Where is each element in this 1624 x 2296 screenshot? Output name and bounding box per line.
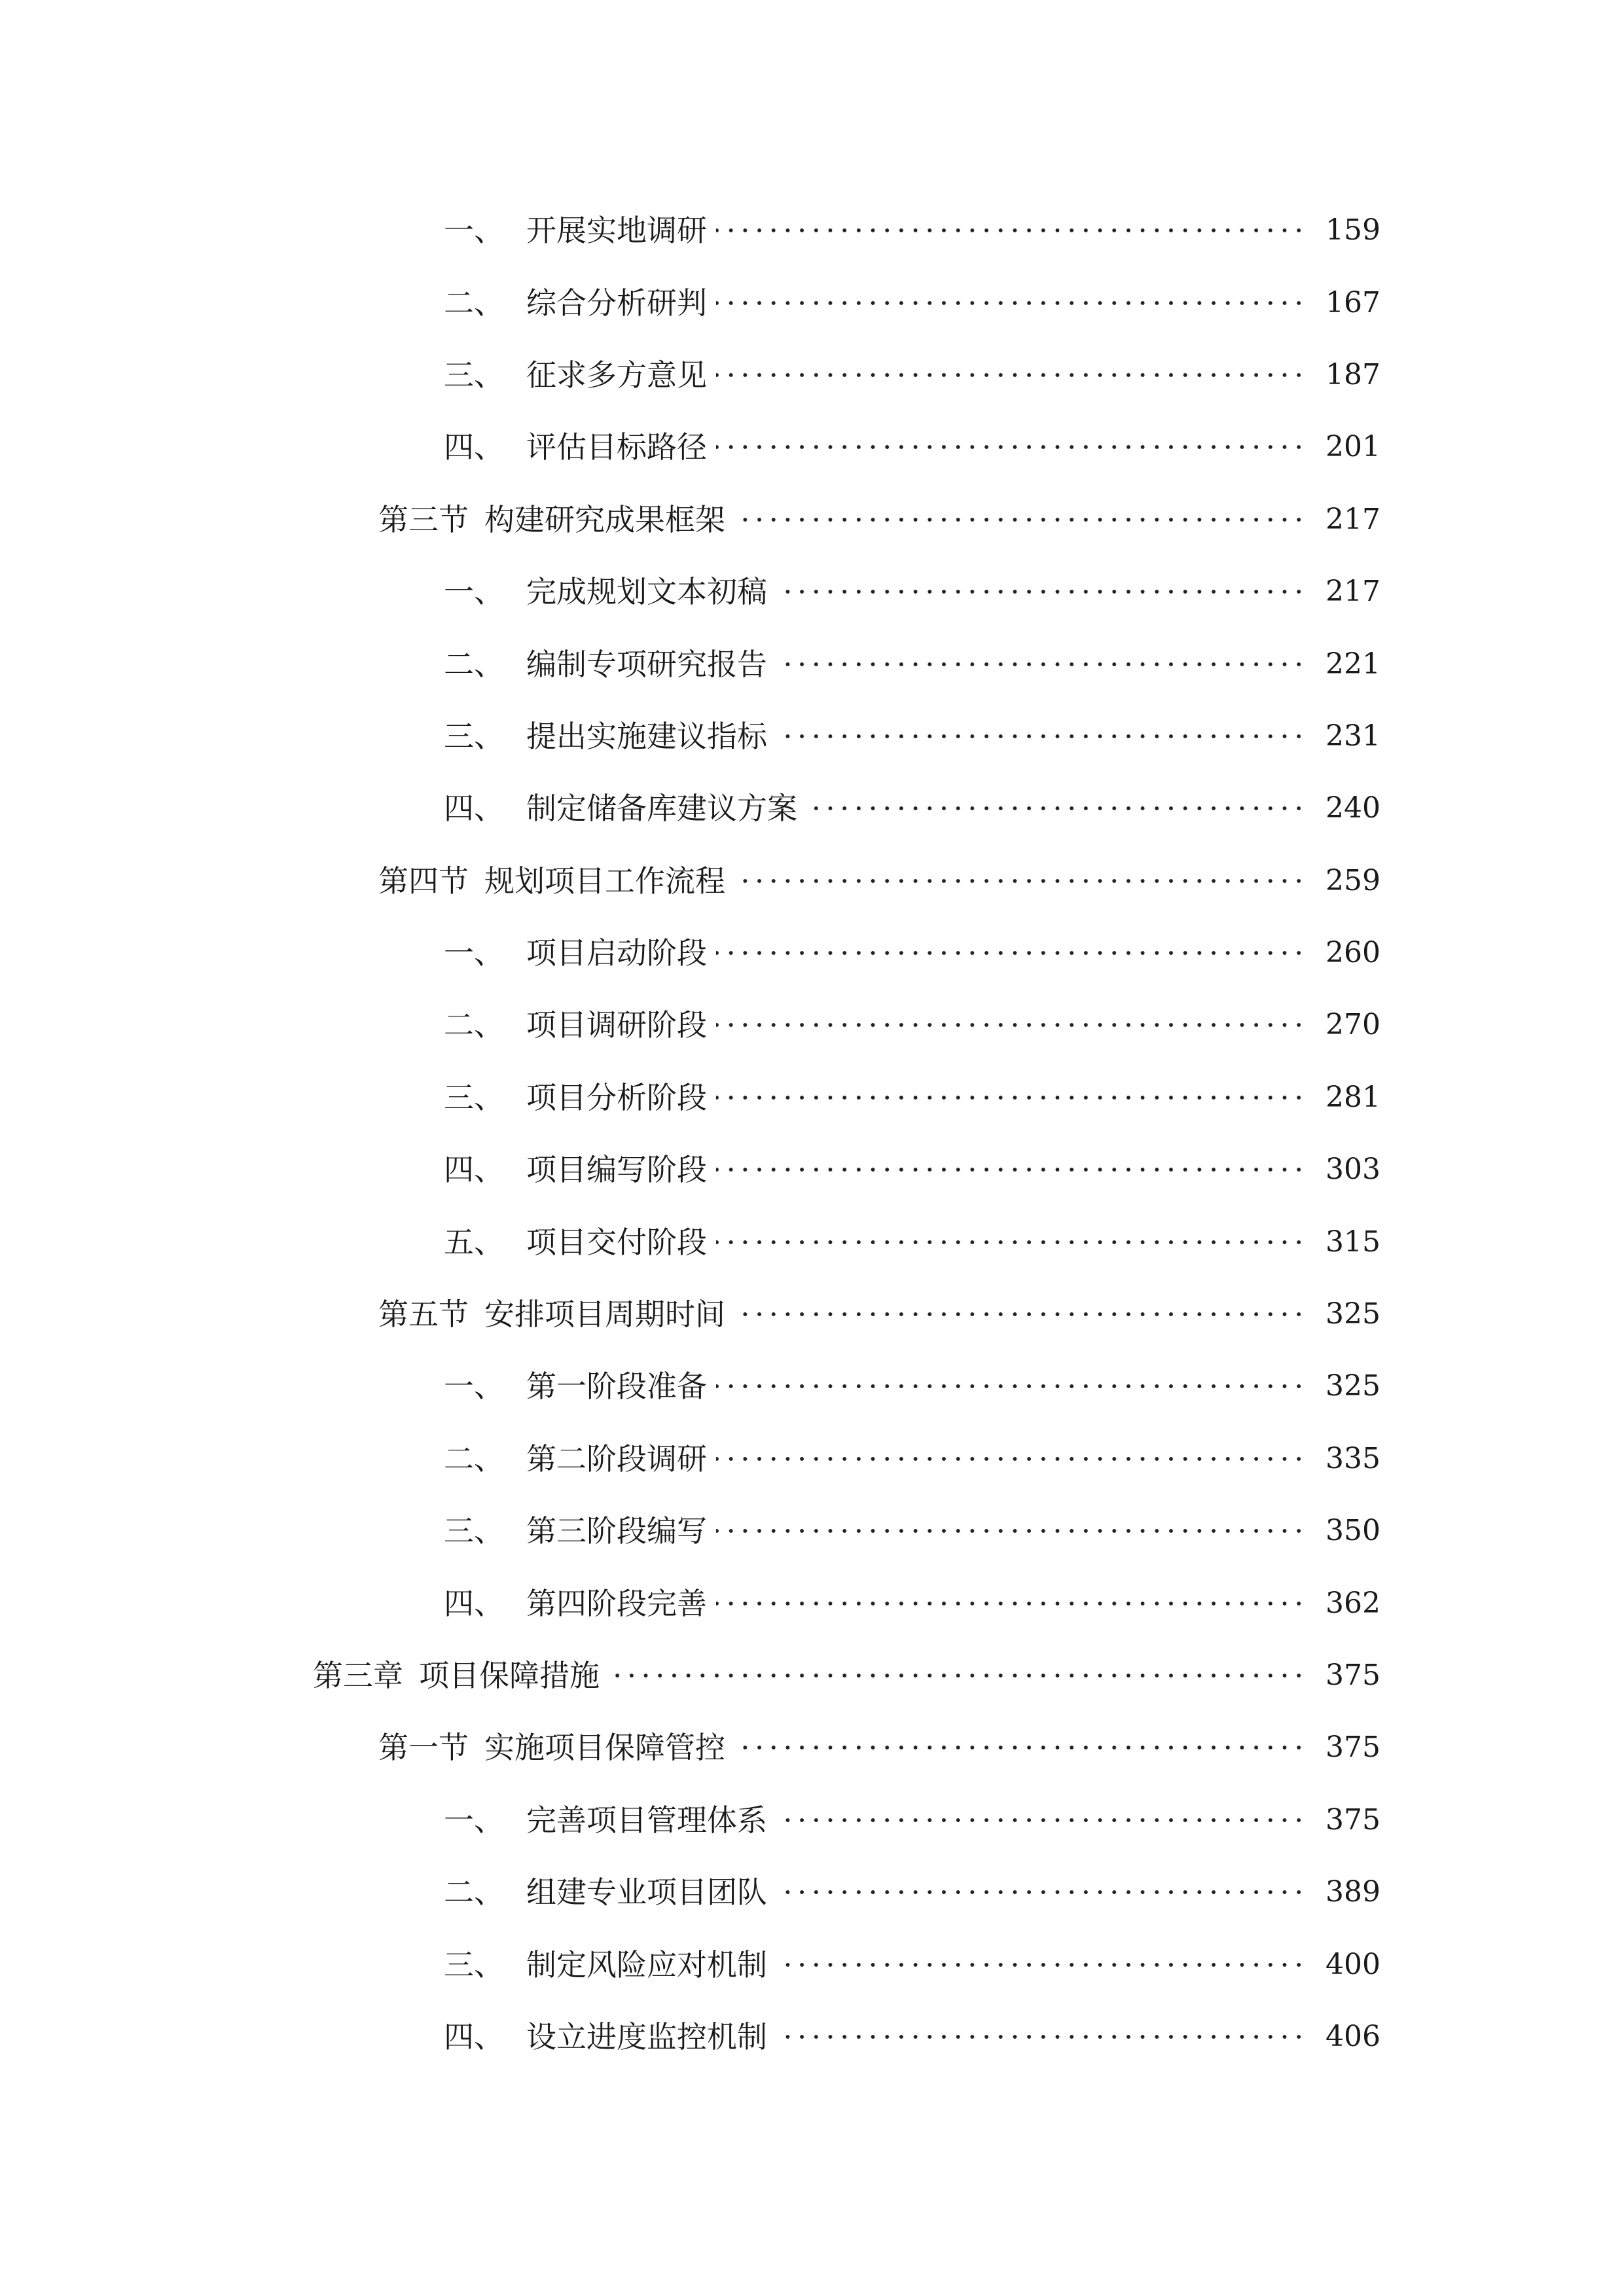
dot-leader xyxy=(776,662,1306,667)
toc-entry-label xyxy=(444,213,707,249)
toc-entry-title: 项目保障措施 xyxy=(419,1658,600,1693)
dot-leader xyxy=(776,2034,1306,2039)
toc-entry-page: 260 xyxy=(1326,936,1380,970)
dot-leader xyxy=(776,1890,1306,1895)
dot-leader xyxy=(716,1167,1306,1172)
toc-entry-25[interactable] xyxy=(0,1928,1624,2000)
toc-entry-page: 335 xyxy=(1326,1441,1380,1475)
toc-entry-label xyxy=(444,1946,767,1982)
toc-entry-title: 设立进度监控机制 xyxy=(526,2018,767,2054)
toc-entry-title: 构建研究成果框架 xyxy=(484,501,725,537)
toc-entry-1[interactable] xyxy=(0,194,1624,266)
toc-entry-15[interactable] xyxy=(0,1206,1624,1278)
toc-entry-title: 制定风险应对机制 xyxy=(526,1946,767,1982)
toc-entry-number: 二、 xyxy=(444,1441,504,1477)
toc-entry-title: 第二阶段调研 xyxy=(526,1441,707,1477)
toc-entry-page: 259 xyxy=(1326,863,1380,897)
toc-entry-page: 270 xyxy=(1326,1008,1380,1042)
dot-leader xyxy=(716,300,1306,306)
toc-entry-19[interactable] xyxy=(0,1495,1624,1567)
toc-entry-number: 二、 xyxy=(444,1007,504,1043)
toc-entry-title: 评估目标路径 xyxy=(526,429,707,465)
toc-entry-number: 第三章 xyxy=(313,1658,403,1693)
toc-entry-number: 一、 xyxy=(444,1802,504,1838)
toc-entry-9[interactable] xyxy=(0,772,1624,844)
dot-leader xyxy=(716,444,1306,450)
toc-entry-page: 167 xyxy=(1326,285,1380,319)
toc-entry-label xyxy=(444,574,767,610)
toc-entry-number: 第三节 xyxy=(378,501,469,537)
dot-leader xyxy=(716,1456,1306,1462)
toc-entry-label xyxy=(444,791,797,827)
toc-entry-title: 项目分析阶段 xyxy=(526,1079,707,1115)
toc-entry-number: 一、 xyxy=(444,935,504,971)
dot-leader xyxy=(716,1240,1306,1245)
toc-entry-page: 221 xyxy=(1326,647,1380,681)
toc-entry-number: 第五节 xyxy=(378,1297,469,1333)
toc-entry-title: 组建专业项目团队 xyxy=(526,1874,767,1910)
toc-entry-16[interactable] xyxy=(0,1278,1624,1350)
toc-entry-22[interactable] xyxy=(0,1712,1624,1784)
toc-entry-page: 375 xyxy=(1326,1803,1380,1837)
toc-entry-number: 二、 xyxy=(444,1874,504,1910)
toc-entry-number: 一、 xyxy=(444,574,504,610)
toc-entry-label xyxy=(444,646,767,682)
dot-leader xyxy=(716,950,1306,956)
toc-entry-label xyxy=(378,501,725,537)
dot-leader xyxy=(609,1673,1306,1678)
toc-entry-20[interactable] xyxy=(0,1567,1624,1639)
toc-entry-number: 一、 xyxy=(444,213,504,249)
toc-entry-page: 187 xyxy=(1326,357,1380,391)
toc-entry-page: 350 xyxy=(1326,1514,1380,1548)
toc-entry-title: 编制专项研究报告 xyxy=(526,646,767,682)
toc-entry-3[interactable] xyxy=(0,339,1624,411)
toc-entry-8[interactable] xyxy=(0,700,1624,772)
toc-entry-label xyxy=(444,1152,707,1188)
toc-entry-23[interactable] xyxy=(0,1784,1624,1856)
dot-leader xyxy=(716,1095,1306,1100)
toc-entry-number: 四、 xyxy=(444,429,504,465)
toc-entry-4[interactable] xyxy=(0,411,1624,483)
toc-entry-title: 提出实施建议指标 xyxy=(526,718,767,754)
toc-entry-title: 实施项目保障管控 xyxy=(484,1730,725,1766)
toc-entry-page: 375 xyxy=(1326,1659,1380,1692)
toc-entry-label xyxy=(444,1441,707,1477)
dot-leader xyxy=(806,806,1306,811)
dot-leader xyxy=(734,517,1306,522)
toc-entry-title: 综合分析研判 xyxy=(526,285,707,321)
toc-entry-label xyxy=(378,1730,725,1766)
toc-entry-page: 325 xyxy=(1326,1297,1380,1331)
toc-entry-2[interactable] xyxy=(0,266,1624,338)
toc-entry-number: 四、 xyxy=(444,2018,504,2054)
toc-entry-label xyxy=(444,718,767,754)
toc-entry-page: 375 xyxy=(1326,1731,1380,1765)
toc-entry-number: 三、 xyxy=(444,357,504,393)
toc-entry-number: 四、 xyxy=(444,791,504,827)
toc-entry-number: 五、 xyxy=(444,1224,504,1260)
dot-leader xyxy=(716,1384,1306,1389)
dot-leader xyxy=(734,1312,1306,1317)
dot-leader xyxy=(776,589,1306,594)
toc-entry-label xyxy=(444,357,707,393)
toc-entry-number: 四、 xyxy=(444,1152,504,1188)
toc-entry-page: 325 xyxy=(1326,1369,1380,1403)
toc-entry-title: 项目调研阶段 xyxy=(526,1007,707,1043)
toc-entry-page: 159 xyxy=(1326,213,1380,247)
toc-entry-number: 三、 xyxy=(444,1946,504,1982)
table-of-contents xyxy=(0,194,1624,2073)
toc-entry-number: 二、 xyxy=(444,285,504,321)
toc-entry-7[interactable] xyxy=(0,628,1624,700)
dot-leader xyxy=(716,228,1306,233)
toc-entry-page: 406 xyxy=(1326,2019,1380,2053)
toc-entry-12[interactable] xyxy=(0,989,1624,1061)
dot-leader xyxy=(776,1962,1306,1967)
toc-entry-24[interactable] xyxy=(0,1856,1624,1928)
toc-entry-11[interactable] xyxy=(0,917,1624,989)
toc-entry-number: 二、 xyxy=(444,646,504,682)
toc-entry-label xyxy=(444,285,707,321)
toc-entry-number: 三、 xyxy=(444,718,504,754)
toc-entry-page: 400 xyxy=(1326,1947,1380,1981)
toc-entry-title: 项目编写阶段 xyxy=(526,1152,707,1188)
dot-leader xyxy=(776,1818,1306,1823)
toc-entry-number: 三、 xyxy=(444,1079,504,1115)
toc-entry-5[interactable] xyxy=(0,484,1624,556)
dot-leader xyxy=(716,1528,1306,1534)
toc-entry-label xyxy=(444,1802,767,1838)
toc-entry-number: 第四节 xyxy=(378,863,469,899)
toc-entry-title: 项目启动阶段 xyxy=(526,935,707,971)
toc-entry-6[interactable] xyxy=(0,556,1624,628)
toc-entry-label xyxy=(444,1079,707,1115)
toc-entry-label xyxy=(378,1297,725,1333)
dot-leader xyxy=(776,734,1306,739)
toc-entry-title: 规划项目工作流程 xyxy=(484,863,725,899)
dot-leader xyxy=(734,1745,1306,1750)
toc-entry-page: 362 xyxy=(1326,1586,1380,1620)
toc-entry-label xyxy=(313,1660,600,1691)
toc-entry-number: 四、 xyxy=(444,1585,504,1621)
toc-entry-label xyxy=(444,1513,707,1549)
toc-entry-page: 303 xyxy=(1326,1153,1380,1187)
toc-entry-title: 第三阶段编写 xyxy=(526,1513,707,1549)
toc-entry-label xyxy=(444,429,707,465)
toc-entry-title: 征求多方意见 xyxy=(526,357,707,393)
dot-leader xyxy=(716,372,1306,378)
toc-entry-label xyxy=(444,1585,707,1621)
toc-entry-number: 一、 xyxy=(444,1369,504,1405)
toc-entry-label xyxy=(444,1224,707,1260)
toc-entry-page: 389 xyxy=(1326,1875,1380,1909)
toc-entry-page: 240 xyxy=(1326,791,1380,825)
toc-entry-13[interactable] xyxy=(0,1062,1624,1134)
toc-entry-page: 315 xyxy=(1326,1225,1380,1259)
toc-entry-26[interactable] xyxy=(0,2001,1624,2073)
toc-entry-title: 完成规划文本初稿 xyxy=(526,574,767,610)
toc-entry-title: 项目交付阶段 xyxy=(526,1224,707,1260)
toc-entry-label xyxy=(378,863,725,899)
toc-entry-14[interactable] xyxy=(0,1134,1624,1206)
toc-entry-page: 281 xyxy=(1326,1080,1380,1114)
toc-entry-number: 三、 xyxy=(444,1513,504,1549)
dot-leader xyxy=(716,1022,1306,1028)
toc-entry-title: 完善项目管理体系 xyxy=(526,1802,767,1838)
toc-entry-page: 201 xyxy=(1326,430,1380,464)
toc-entry-label xyxy=(444,1369,707,1405)
toc-entry-21[interactable] xyxy=(0,1640,1624,1712)
toc-entry-label xyxy=(444,2018,767,2054)
toc-entry-18[interactable] xyxy=(0,1423,1624,1495)
toc-entry-title: 安排项目周期时间 xyxy=(484,1297,725,1333)
toc-entry-title: 第四阶段完善 xyxy=(526,1585,707,1621)
dot-leader xyxy=(734,878,1306,884)
dot-leader xyxy=(716,1601,1306,1606)
toc-entry-title: 第一阶段准备 xyxy=(526,1369,707,1405)
toc-entry-page: 231 xyxy=(1326,719,1380,753)
toc-entry-10[interactable] xyxy=(0,845,1624,917)
toc-entry-number: 第一节 xyxy=(378,1730,469,1766)
toc-entry-page: 217 xyxy=(1326,502,1380,536)
toc-entry-label xyxy=(444,1874,767,1910)
toc-entry-label xyxy=(444,935,707,971)
toc-entry-17[interactable] xyxy=(0,1350,1624,1422)
toc-entry-page: 217 xyxy=(1326,575,1380,609)
toc-entry-title: 开展实地调研 xyxy=(526,213,707,249)
toc-entry-title: 制定储备库建议方案 xyxy=(526,791,797,827)
toc-entry-label xyxy=(444,1007,707,1043)
